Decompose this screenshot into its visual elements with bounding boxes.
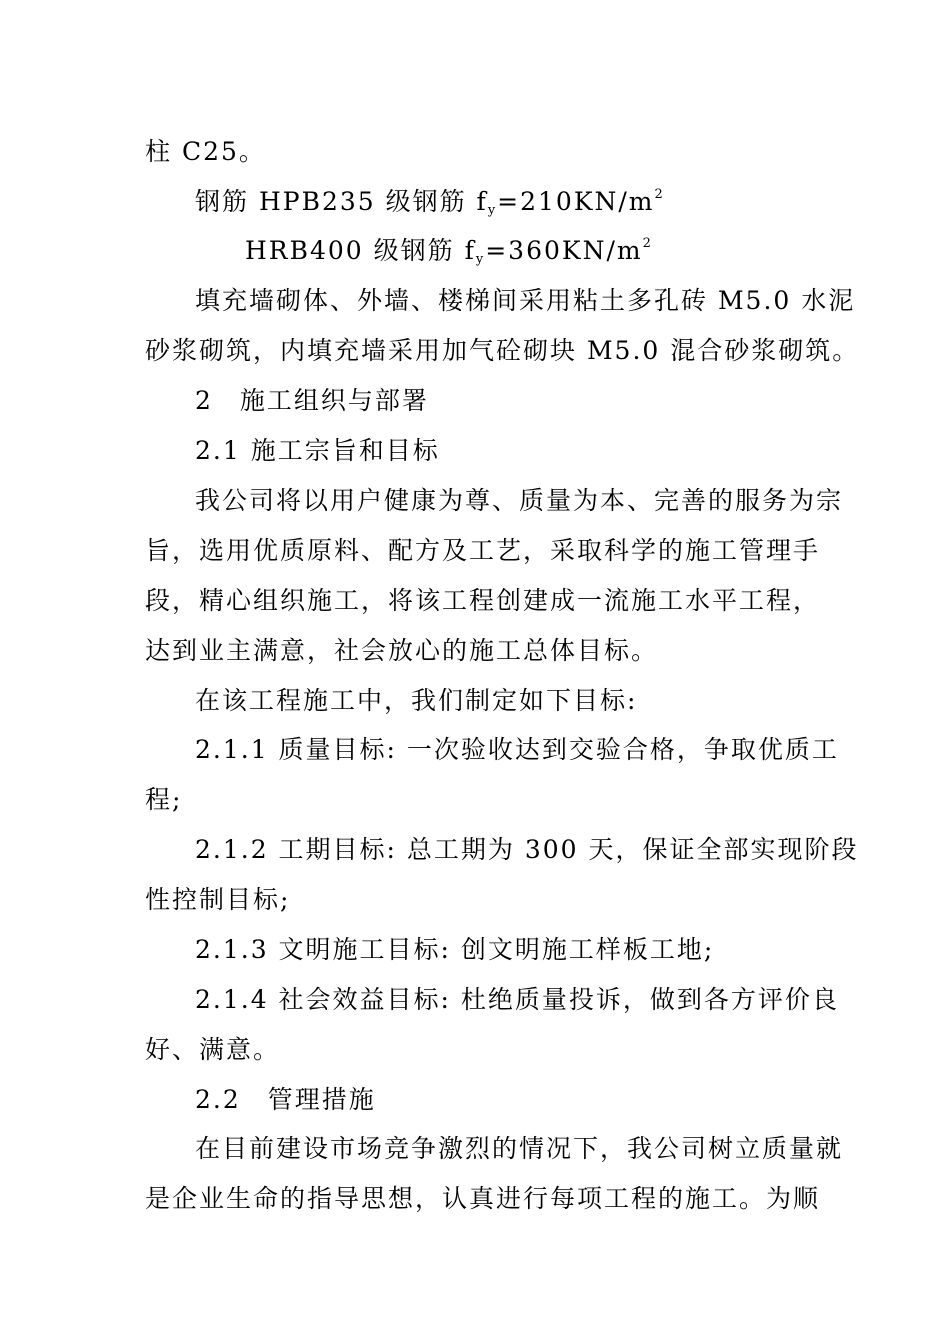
rebar-value: =360KN/m — [485, 236, 643, 265]
rebar-text: 钢筋 HPB235 级钢筋 f — [195, 187, 488, 216]
text-line: 在目前建设市场竞争激烈的情况下，我公司树立质量就 — [195, 1134, 844, 1163]
subscript: y — [487, 203, 498, 218]
text-line: 是企业生命的指导思想，认真进行每项工程的施工。为顺 — [145, 1184, 821, 1213]
text-line: 性控制目标; — [145, 885, 291, 914]
goal-item: 2.1.4 社会效益目标: 杜绝质量投诉，做到各方评价良 — [195, 985, 839, 1014]
text-line: 在该工程施工中，我们制定如下目标: — [195, 686, 638, 715]
rebar-text: HRB400 级钢筋 f — [245, 236, 476, 265]
section-heading: 2 施工组织与部署 — [195, 386, 429, 415]
rebar-hpb235-line — [195, 187, 665, 217]
text-line: 填充墙砌体、外墙、楼梯间采用粘土多孔砖 M5.0 水泥 — [195, 286, 856, 315]
goal-item: 2.1.3 文明施工目标: 创文明施工样板工地; — [195, 935, 715, 964]
superscript: 2 — [642, 236, 653, 251]
text-line: 程; — [145, 785, 183, 814]
subsection-heading: 2.2 管理措施 — [195, 1085, 376, 1114]
text-line: 好、满意。 — [145, 1035, 281, 1064]
text-line: 旨，选用优质原料、配方及工艺，采取科学的施工管理手 — [145, 536, 821, 565]
subsection-heading: 2.1 施工宗旨和目标 — [195, 436, 440, 465]
rebar-hrb400-line — [245, 236, 653, 266]
text-line: 我公司将以用户健康为尊、质量为本、完善的服务为宗 — [195, 486, 844, 515]
goal-item: 2.1.2 工期目标: 总工期为 300 天，保证全部实现阶段 — [195, 835, 859, 864]
text-line: 柱 C25。 — [145, 137, 266, 166]
text-line: 达到业主满意，社会放心的施工总体目标。 — [145, 636, 659, 665]
text-line: 砂浆砌筑，内填充墙采用加气砼砌块 M5.0 混合砂浆砌筑。 — [145, 336, 860, 365]
text-line: 段，精心组织施工，将该工程创建成一流施工水平工程， — [145, 586, 821, 615]
superscript: 2 — [654, 187, 665, 202]
subscript: y — [475, 252, 486, 267]
rebar-value: =210KN/m — [497, 187, 655, 216]
goal-item: 2.1.1 质量目标: 一次验收达到交验合格，争取优质工 — [195, 735, 839, 764]
